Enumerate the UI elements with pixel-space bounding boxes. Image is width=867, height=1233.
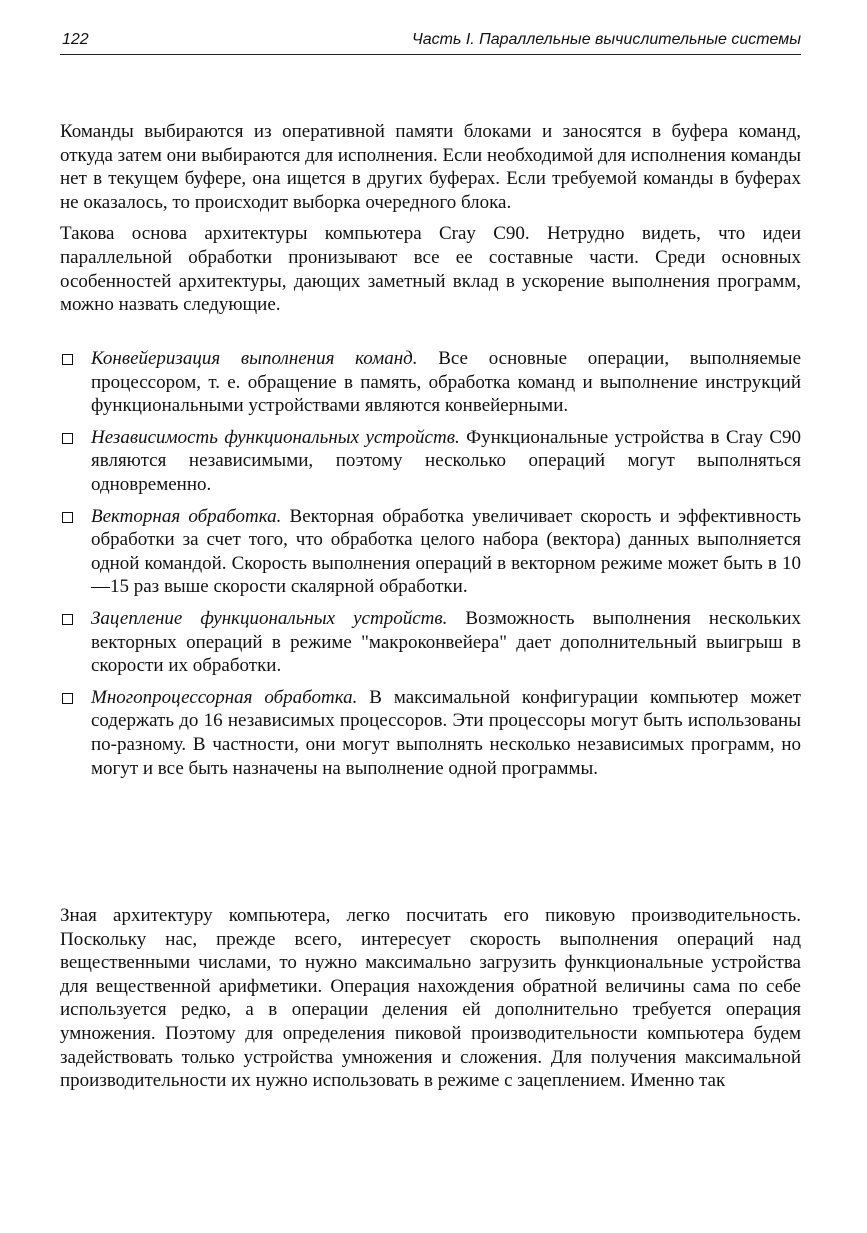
book-page [60, 0, 801, 1233]
feature-term: Независимость функциональных устройств. [91, 426, 460, 448]
feature-description: Векторная обработка увеличивает скорость и эффективность обработки за счет того, что обработка целого набора (вектора) данных выполняется одной командой. Скорость выполнения операций в векторном режиме может быть в 10—15 раз выше скорости скалярной обработки. [91, 505, 801, 598]
checkbox-bullet-icon [62, 614, 73, 625]
feature-term: Векторная обработка. [91, 505, 282, 527]
list-item-multiprocessing [60, 686, 801, 780]
paragraph-architecture-summary: Такова основа архитектуры компьютера Cray C90. Нетрудно видеть, что идеи параллельной обработки пронизывают все ее составные части. Среди основных особенностей архитектуры, дающих заметный вклад в ускорение выполнения программ, можно назвать следующие. [60, 223, 801, 316]
feature-description: В максимальной конфигурации компьютер может содержать до 16 независимых процессоров. Эти процессоры могут быть использованы по-разному. В частности, они могут выполнять несколько независимых программ, но могут и все быть назначены на выполнение одной программы. [91, 686, 801, 779]
feature-description: Функциональные устройства в Cray C90 являются независимыми, поэтому несколько операций могут выполняться одновременно. [91, 426, 801, 495]
page-number: 122 [62, 31, 89, 48]
paragraph-command-buffers: Команды выбираются из оперативной памяти блоками и заносятся в буфера команд, откуда затем они выбираются для исполнения. Если необходимой для исполнения команды нет в текущем буфере, она ищется в других буферах. Если требуемой команды в буферах не оказалось, то происходит выборка очередного блока. [60, 121, 801, 213]
paragraph-peak-performance: Зная архитектуру компьютера, легко посчитать его пиковую производительность. Поскольку нас, прежде всего, интересует скорость выполнения операций над вещественными числами, то нужно максимально загрузить функциональные устройства для вещественной арифметики. Операция нахождения обратной величины сама по себе используется редко, а в операции деления ей дополнительно требуется операция умножения. Поэтому для определения пиковой производительности компьютера будем задействовать только устройства умножения и сложения. Для получения максимальной производительности их нужно использовать в режиме с зацеплением. Именно так [60, 905, 801, 1092]
feature-term: Зацепление функциональных устройств. [91, 607, 448, 629]
list-item-vector-processing [60, 505, 801, 599]
list-item-pipelining [60, 347, 801, 418]
checkbox-bullet-icon [62, 354, 73, 365]
feature-term: Многопроцессорная обработка. [91, 686, 358, 708]
list-item-independent-units [60, 426, 801, 497]
checkbox-bullet-icon [62, 512, 73, 523]
running-header [60, 28, 801, 55]
feature-description: Возможность выполнения нескольких векторных операций в режиме "макроконвейера" дает дополнительный выигрыш в скорости их обработки. [91, 607, 801, 677]
feature-term: Конвейеризация выполнения команд. [91, 348, 418, 369]
checkbox-bullet-icon [62, 693, 73, 704]
intro-section [60, 120, 801, 317]
chapter-title: Часть I. Параллельные вычислительные системы [411, 31, 801, 48]
feature-description: Все основные операции, выполняемые процессором, т. е. обращение в память, обработка команд и выполнение инструкций функциональными устройствами являются конвейерными. [91, 348, 802, 417]
list-item-chaining [60, 607, 801, 678]
checkbox-bullet-icon [62, 433, 73, 444]
feature-list [60, 347, 801, 788]
performance-section [60, 904, 801, 1093]
